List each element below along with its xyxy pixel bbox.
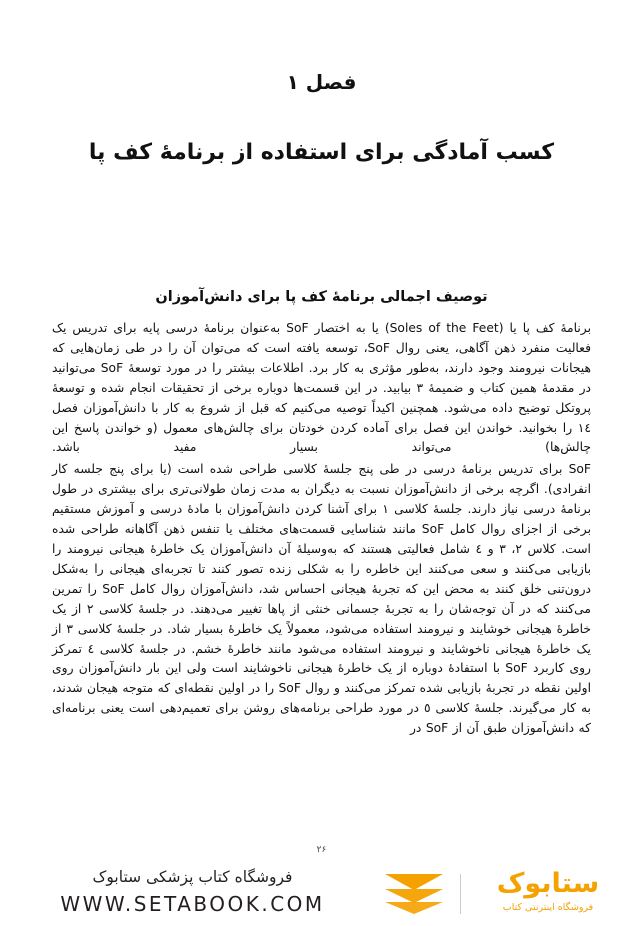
chevron-shape-2 <box>385 889 443 903</box>
page-content <box>52 70 591 741</box>
brand-logo-subtitle: فروشگاه اینترنتی کتاب <box>502 902 594 913</box>
shop-name: فروشگاه کتاب پزشکی ستابوک <box>92 868 293 886</box>
footer-banner <box>0 862 643 926</box>
page-number: ۲۶ <box>316 845 327 855</box>
brand-logo-word: ستابوک <box>496 868 600 899</box>
brand-logo <box>473 870 623 913</box>
chapter-title: کسب آمادگی برای استفاده از برنامهٔ کف پا <box>88 140 555 165</box>
body-paragraph-2: SoF برای تدریس برنامهٔ درسی در طی پنج جلسهٔ کلاسی طراحی شده است (یا برای پنج جلسه کار انفرادی). اگرچه برخی از دانش‌آموزان نسبت به دیگران به مدت زمان طولانی‌تری برای بیشتری در طول برنامهٔ درسی نیاز دارند. جلسهٔ کلاسی ۱ برای آشنا کردن دانش‌آموزان با مادهٔ درسی و آموزش مستقیم برخی از اجزای روال کامل SoF مانند شناسایی قسمت‌های مختلف یا تنفس ذهن آگاهانه طراحی شده است. کلاس ۲، ۳ و ٤ شامل فعالیتی هستند که به‌وسیلهٔ آن دانش‌آموزان یک خاطرهٔ هیجانی نیرومند را بازیابی می‌کنند و سعی می‌کنند این خاطره را به شکلی زنده تصور کنند تا تجربه‌ای هیجانی را به‌شکل درون‌تنی خلق کنند به محض این که تجربهٔ هیجانی احساس شد، دانش‌آموزان روال کامل SoF را تمرین می‌کنند که در آن توجه‌شان را به تجربهٔ جسمانی خنثی از پاها تغییر می‌دهند. در جلسهٔ کلاسی ۲ از یک خاطرهٔ هیجانی خوشایند و نیرومند استفاده می‌شود، معمولاً یک خاطرهٔ بسیار شاد. در جلسهٔ کلاسی ۳ از یک خاطرهٔ هیجانی ناخوشایند و نیرومند استفاده می‌شود مانند خاطرهٔ خشم. در جلسهٔ کلاسی ٤ تمرکز روی کاربرد SoF با استفادهٔ دوباره از یک خاطرهٔ هیجانی ناخوشایند است ولی این بار دانش‌آموزان روی اولین نقطه در تجربهٔ بازیابی شده تمرکز می‌کنند و روال SoF را در اولین نقطه‌ای که متوجه هیجان شدند، به کار می‌گیرند. جلسهٔ کلاسی ٥ در مورد طراحی برنامه‌های روشن برای تعمیم‌دهی است یعنی برنامه‌ای که دانش‌آموزان طبق آن از SoF در <box>52 462 592 736</box>
chevron-shape-3 <box>385 902 443 914</box>
chevron-logo-icon <box>385 874 443 916</box>
footer-divider <box>460 874 461 914</box>
footer-shop-info <box>0 868 385 916</box>
chevron-shape-1 <box>385 874 443 890</box>
shop-url[interactable]: WWW.SETABOOK.COM <box>60 892 325 916</box>
body-paragraph-1: برنامهٔ کف پا یا (Soles of the Feet) یا به اختصار SoF به‌عنوان برنامهٔ درسی پایه برای تدریس یک فعالیت منفرد ذهن آگاهی، یعنی روال SoF، توسعه یافته است که می‌توان آن را در طی زمان‌هایی که هیجانات نیرومند وجود دارند، به‌طور مؤثری به کار برد. اطلاعات بیشتر را در مورد توسعهٔ SoF می‌توانید در مقدمهٔ همین کتاب و ضمیمهٔ ۳ بیابید. در این قسمت‌ها دوباره برخی از تحقیقات انجام شده و توسعهٔ پروتکل توضیح داده می‌شود. همچنین اکیداً توصیه می‌کنیم که قبل از شروع به کار با دانش‌آموزان فصل ۱٤ را بخوانید. خواندن این فصل برای آماده کردن خودتان برای چالش‌های معمول (و خواندن پاسخ این چالش‌ها) می‌تواند بسیار مفید باشد. <box>52 321 591 455</box>
chapter-label: فصل ۱ <box>286 70 357 94</box>
section-heading: توصیف اجمالی برنامهٔ کف پا برای دانش‌آموزان <box>155 289 488 305</box>
